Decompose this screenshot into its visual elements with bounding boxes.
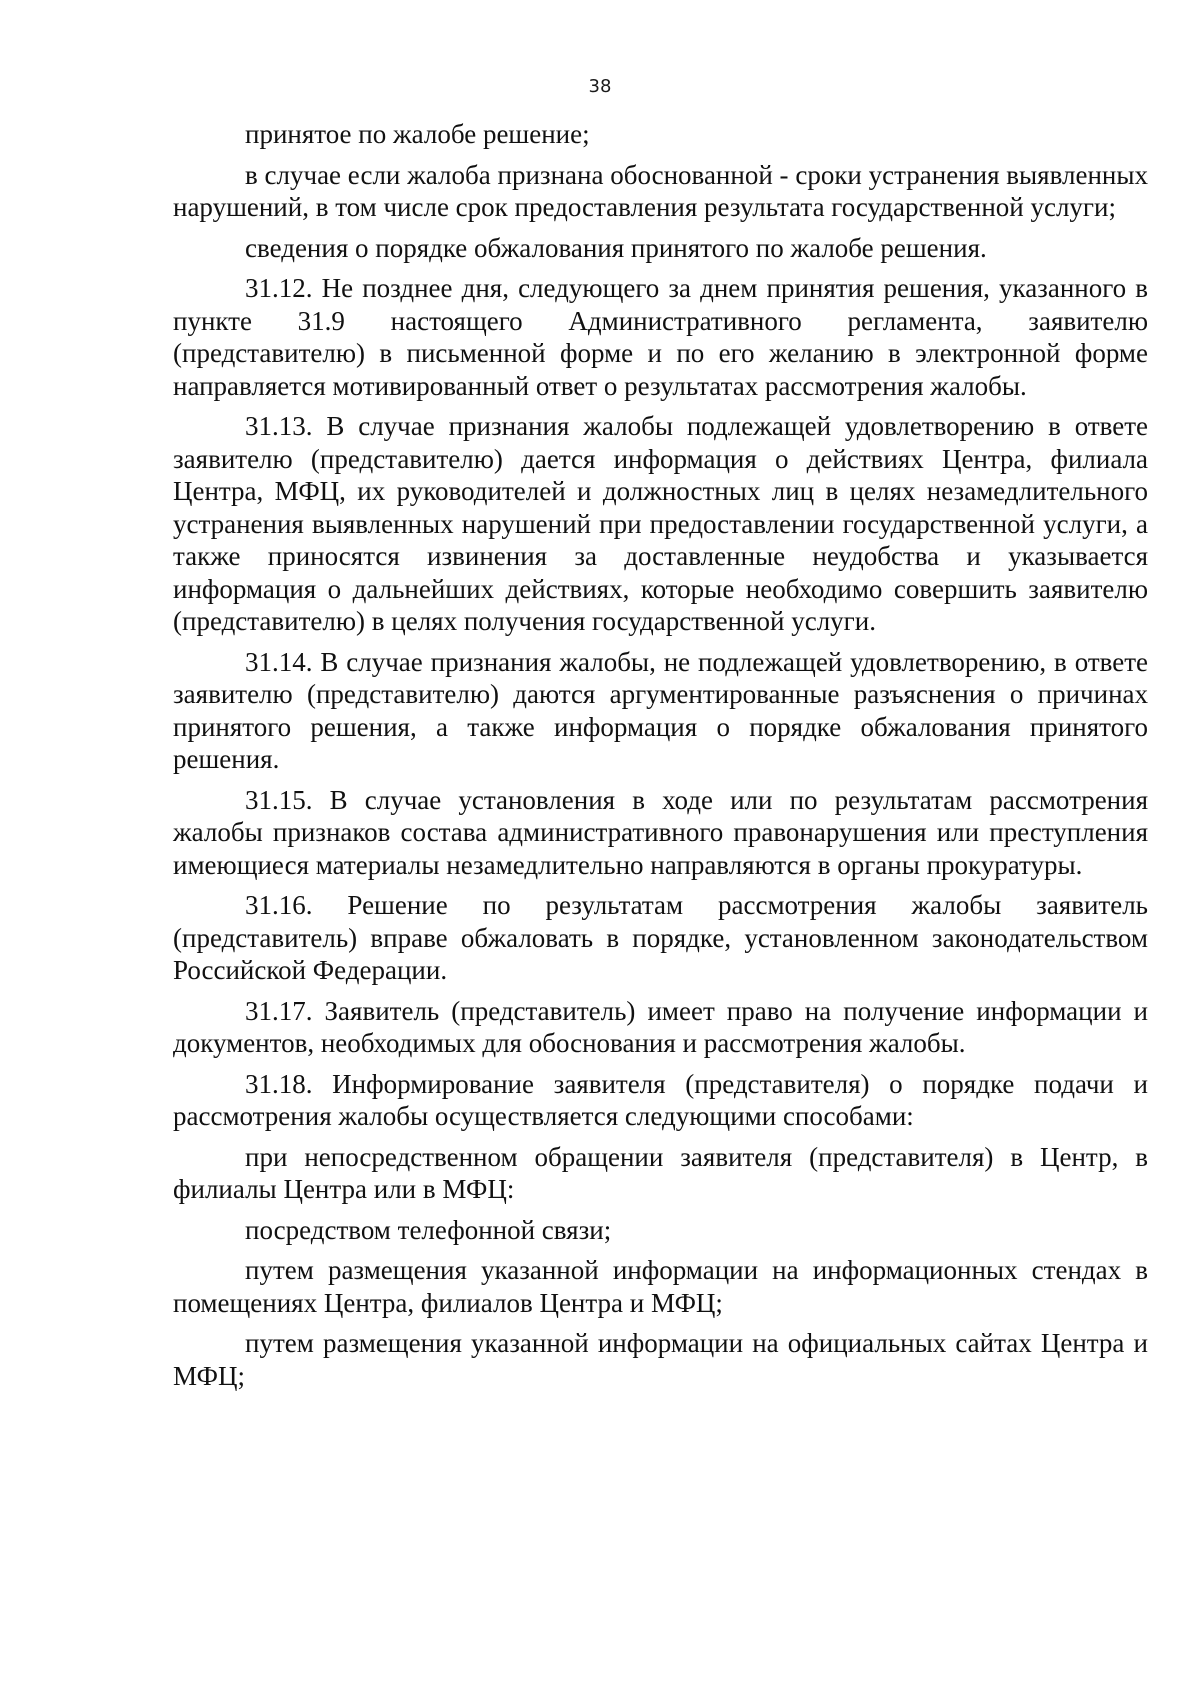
- paragraph: посредством телефонной связи;: [245, 1214, 612, 1245]
- paragraph: путем размещения указанной информации на официальных сайтах Центра и МФЦ;: [173, 1328, 1148, 1391]
- paragraph: 31.16. Решение по результатам рассмотрения жалобы заявитель (представитель) вправе обжаловать в порядке, установленном законодательством Российской Федерации.: [173, 890, 1148, 985]
- page-number: 38: [588, 76, 612, 97]
- paragraph: в случае если жалоба признана обоснованной - сроки устранения выявленных нарушений, в том числе срок предоставления результата государственной услуги;: [173, 159, 1148, 222]
- document-body: [173, 118, 1148, 1400]
- paragraph: 31.18. Информирование заявителя (представителя) о порядке подачи и рассмотрения жалобы осуществляется следующими способами:: [173, 1068, 1148, 1131]
- paragraph: 31.17. Заявитель (представитель) имеет право на получение информации и документов, необходимых для обоснования и рассмотрения жалобы.: [173, 995, 1148, 1058]
- paragraph: путем размещения указанной информации на информационных стендах в помещениях Центра, филиалов Центра и МФЦ;: [173, 1255, 1148, 1318]
- paragraph: принятое по жалобе решение;: [245, 119, 590, 149]
- paragraph: 31.12. Не позднее дня, следующего за днем принятия решения, указанного в пункте 31.9 настоящего Административного регламента, заявителю (представителю) в письменной форме и по его желанию в электронной форме направляется мотивированный ответ о результатах рассмотрения жалобы.: [173, 273, 1148, 401]
- paragraph: 31.15. В случае установления в ходе или по результатам рассмотрения жалобы признаков состава административного правонарушения или преступления имеющиеся материалы незамедлительно направляются в органы прокуратуры.: [173, 784, 1148, 880]
- paragraph: 31.13. В случае признания жалобы подлежащей удовлетворению в ответе заявителю (представителю) дается информация о действиях Центра, филиала Центра, МФЦ, их руководителей и должностных лиц в целях незамедлительного устранения выявленных нарушений при предоставлении государственной услуги, а также приносятся извинения за доставленные неудобства и указывается информация о дальнейших действиях, которые необходимо совершить заявителю (представителю) в целях получения государственной услуги.: [173, 411, 1148, 636]
- paragraph: при непосредственном обращении заявителя (представителя) в Центр, в филиалы Центра или в МФЦ:: [173, 1141, 1148, 1204]
- paragraph: 31.14. В случае признания жалобы, не подлежащей удовлетворению, в ответе заявителю (представителю) даются аргументированные разъяснения о причинах принятого решения, а также информация о порядке обжалования принятого решения.: [173, 646, 1148, 774]
- paragraph: сведения о порядке обжалования принятого по жалобе решения.: [245, 232, 987, 263]
